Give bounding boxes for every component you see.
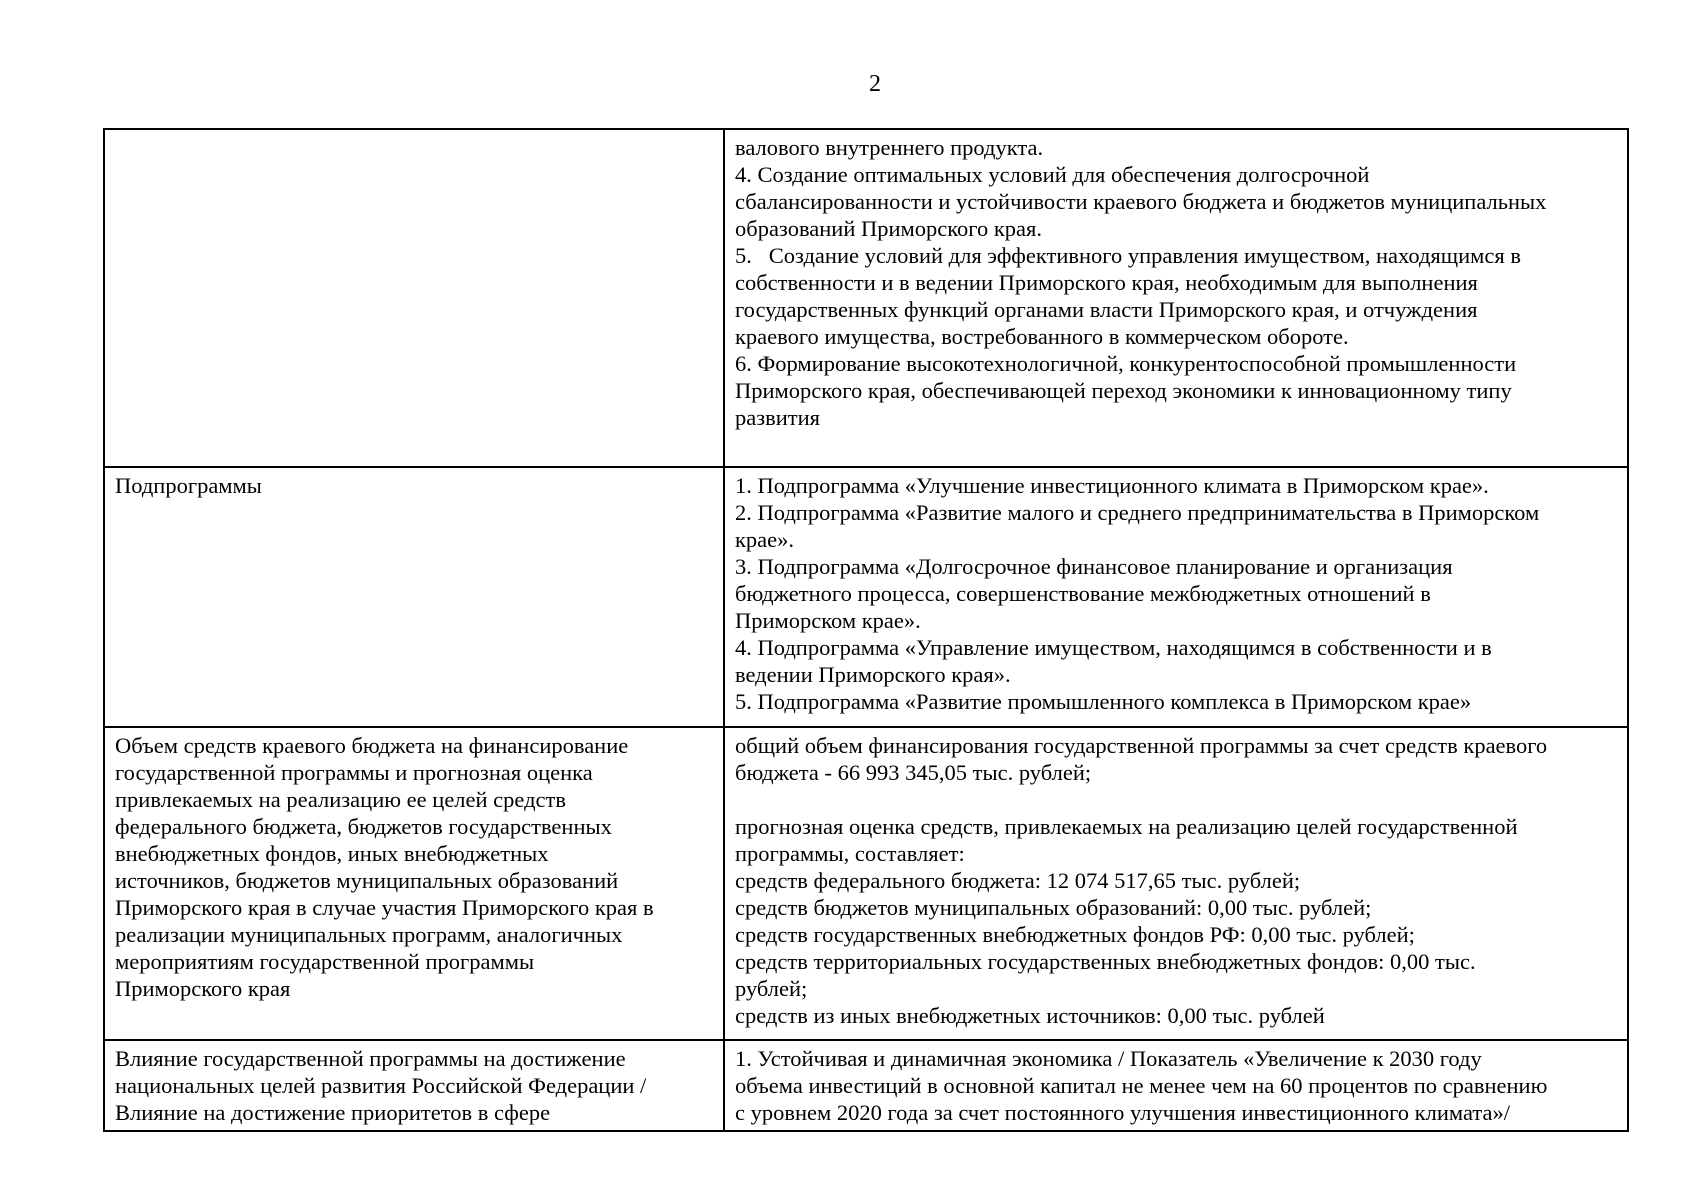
text-line: Объем средств краевого бюджета на финансирование bbox=[115, 733, 629, 758]
row-label-cell bbox=[104, 467, 724, 727]
text-line: 5. Подпрограмма «Развитие промышленного комплекса в Приморском крае» bbox=[735, 689, 1472, 714]
text-line: Приморского края в случае участия Приморского края в bbox=[115, 895, 654, 920]
text-line: 1. Подпрограмма «Улучшение инвестиционного климата в Приморском крае». bbox=[735, 473, 1489, 498]
text-line: рублей; bbox=[735, 976, 808, 1001]
table-row bbox=[104, 129, 1628, 467]
row-label-cell bbox=[104, 129, 724, 467]
text-line: средств из иных внебюджетных источников: 0,00 тыс. рублей bbox=[735, 1003, 1325, 1028]
text-line: объема инвестиций в основной капитал не менее чем на 60 процентов по сравнению bbox=[735, 1073, 1548, 1098]
row-content-cell bbox=[724, 1040, 1628, 1131]
text-line: краевого имущества, востребованного в коммерческом обороте. bbox=[735, 324, 1349, 349]
text-line: 4. Создание оптимальных условий для обеспечения долгосрочной bbox=[735, 162, 1370, 187]
text-line: с уровнем 2020 года за счет постоянного улучшения инвестиционного климата»/ bbox=[735, 1100, 1510, 1125]
text-line: бюджетного процесса, совершенствование межбюджетных отношений в bbox=[735, 581, 1431, 606]
text-line: 2. Подпрограмма «Развитие малого и среднего предпринимательства в Приморском bbox=[735, 500, 1540, 525]
text-line: бюджета - 66 993 345,05 тыс. рублей; bbox=[735, 760, 1092, 785]
text-line: собственности и в ведении Приморского края, необходимым для выполнения bbox=[735, 270, 1478, 295]
text-line: 4. Подпрограмма «Управление имуществом, находящимся в собственности и в bbox=[735, 635, 1492, 660]
page-number: 2 bbox=[869, 71, 881, 97]
text-line: реализации муниципальных программ, аналогичных bbox=[115, 922, 623, 947]
text-line: прогнозная оценка средств, привлекаемых на реализацию целей государственной bbox=[735, 814, 1518, 839]
text-line: общий объем финансирования государственной программы за счет средств краевого bbox=[735, 733, 1548, 758]
text-line: крае». bbox=[735, 527, 795, 552]
text-line: 6. Формирование высокотехнологичной, конкурентоспособной промышленности bbox=[735, 351, 1517, 376]
text-line: 5. Создание условий для эффективного управления имуществом, находящимся в bbox=[735, 243, 1521, 268]
text-line: средств бюджетов муниципальных образований: 0,00 тыс. рублей; bbox=[735, 895, 1372, 920]
text-line: программы, составляет: bbox=[735, 841, 965, 866]
text-line: Приморском крае». bbox=[735, 608, 921, 633]
text-line: внебюджетных фондов, иных внебюджетных bbox=[115, 841, 549, 866]
text-line: средств федерального бюджета: 12 074 517,65 тыс. рублей; bbox=[735, 868, 1301, 893]
text-line: мероприятиям государственной программы bbox=[115, 949, 535, 974]
row-label-cell bbox=[104, 727, 724, 1040]
table-row bbox=[104, 467, 1628, 727]
text-line: сбалансированности и устойчивости краевого бюджета и бюджетов муниципальных bbox=[735, 189, 1547, 214]
text-line: 1. Устойчивая и динамичная экономика / Показатель «Увеличение к 2030 году bbox=[735, 1046, 1482, 1071]
text-line: Приморского края, обеспечивающей переход экономики к инновационному типу bbox=[735, 378, 1512, 403]
text-line: образований Приморского края. bbox=[735, 216, 1042, 241]
text-line: 3. Подпрограмма «Долгосрочное финансовое планирование и организация bbox=[735, 554, 1453, 579]
text-line: государственной программы и прогнозная оценка bbox=[115, 760, 593, 785]
passport-table bbox=[103, 128, 1629, 1132]
table-row bbox=[104, 727, 1628, 1040]
text-line: федерального бюджета, бюджетов государственных bbox=[115, 814, 612, 839]
text-line: средств территориальных государственных внебюджетных фондов: 0,00 тыс. bbox=[735, 949, 1476, 974]
text-line: национальных целей развития Российской Федерации / bbox=[115, 1073, 647, 1098]
row-content-cell bbox=[724, 727, 1628, 1040]
text-line: источников, бюджетов муниципальных образований bbox=[115, 868, 619, 893]
text-line: ведении Приморского края». bbox=[735, 662, 1011, 687]
text-line: валового внутреннего продукта. bbox=[735, 135, 1044, 160]
text-line: развития bbox=[735, 405, 821, 430]
text-line: Влияние государственной программы на достижение bbox=[115, 1046, 626, 1071]
row-content-cell bbox=[724, 129, 1628, 467]
text-line: Приморского края bbox=[115, 976, 291, 1001]
text-line: Влияние на достижение приоритетов в сфере bbox=[115, 1100, 551, 1125]
row-content-cell bbox=[724, 467, 1628, 727]
text-line: государственных функций органами власти Приморского края, и отчуждения bbox=[735, 297, 1478, 322]
text-line: привлекаемых на реализацию ее целей средств bbox=[115, 787, 566, 812]
row-label-cell bbox=[104, 1040, 724, 1131]
text-line: Подпрограммы bbox=[115, 473, 262, 498]
blank-line bbox=[735, 786, 1617, 813]
text-line: средств государственных внебюджетных фондов РФ: 0,00 тыс. рублей; bbox=[735, 922, 1415, 947]
table-row bbox=[104, 1040, 1628, 1131]
